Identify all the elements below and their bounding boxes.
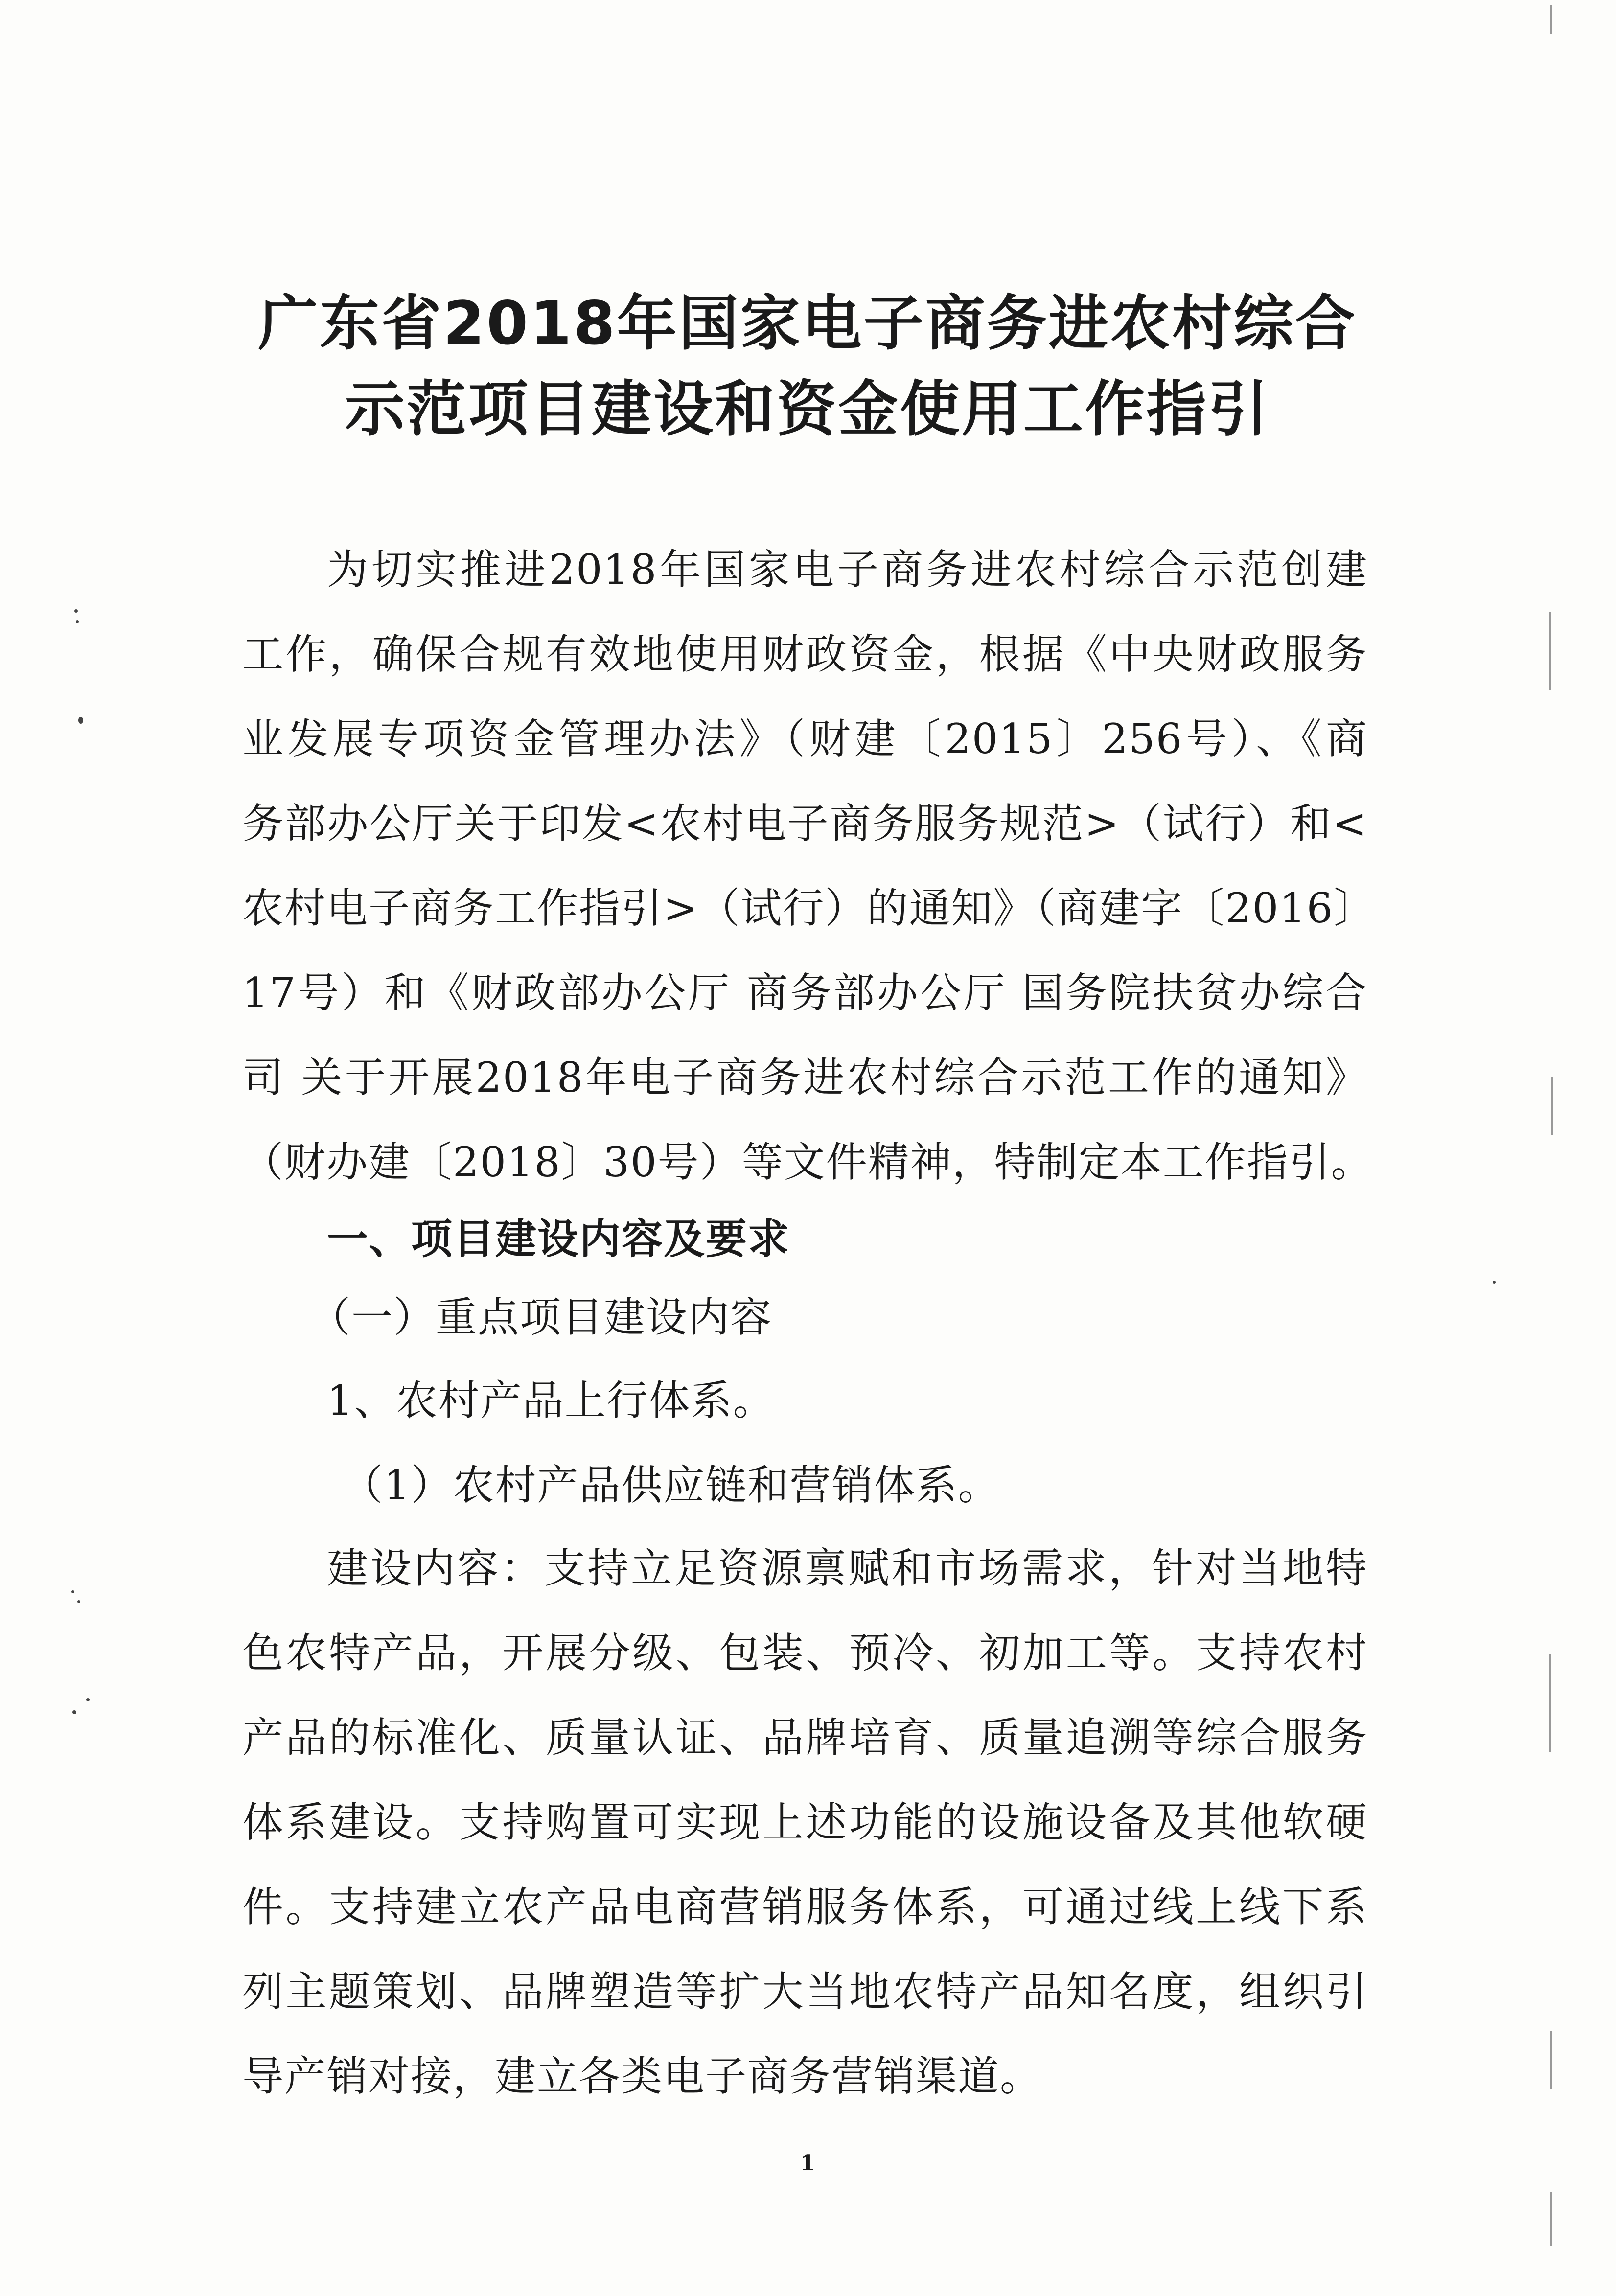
page-number: 1 [800,2151,815,2176]
subsection-heading: （一）重点项目建设内容 [309,1293,773,1341]
sub-item-heading: （1）农村产品供应链和营销体系。 [342,1461,1000,1509]
intro-line-2: 工作，确保合规有效地使用财政资金，根据《中央财政服务 [242,630,1368,678]
content-line-4: 体系建设。支持购置可实现上述功能的设施设备及其他软硬 [242,1798,1368,1846]
content-line-7: 导产销对接，建立各类电子商务营销渠道。 [242,2052,1042,2100]
scan-edge-mark [1549,1654,1551,1752]
scan-speck [78,717,83,724]
intro-line-4: 务部办公厅关于印发<农村电子商务服务规范>（试行）和< [242,800,1368,848]
document-title-line-1: 广东省2018年国家电子商务进农村综合 [258,289,1357,358]
scan-speck [77,1600,80,1603]
content-line-1: 建设内容：支持立足资源禀赋和市场需求，针对当地特 [327,1544,1368,1592]
scan-speck [86,1698,90,1701]
intro-line-3: 业发展专项资金管理办法》（财建〔2015〕256号）、《商 [242,715,1368,763]
intro-line-7: 司 关于开展2018年电子商务进农村综合示范工作的通知》 [242,1054,1368,1102]
scan-speck [1493,1281,1496,1284]
scan-edge-mark [1550,2031,1552,2089]
intro-line-5: 农村电子商务工作指引>（试行）的通知》（商建字〔2016〕 [242,884,1376,932]
scan-speck [71,1590,74,1593]
intro-line-6: 17号）和《财政部办公厅 商务部办公厅 国务院扶贫办综合 [242,969,1368,1017]
scan-speck [76,620,79,623]
content-line-5: 件。支持建立农产品电商营销服务体系，可通过线上线下系 [242,1883,1368,1931]
scan-edge-mark [1550,2192,1552,2246]
item-heading: 1、农村产品上行体系。 [327,1377,775,1424]
intro-line-1: 为切实推进2018年国家电子商务进农村综合示范创建 [327,546,1368,594]
scan-edge-mark [1549,612,1551,690]
scan-speck [72,1710,76,1714]
content-line-3: 产品的标准化、质量认证、品牌培育、质量追溯等综合服务 [242,1714,1368,1762]
document-title-line-2: 示范项目建设和资金使用工作指引 [345,374,1270,444]
scan-edge-mark [1551,1077,1553,1135]
section-heading: 一、项目建设内容及要求 [327,1215,790,1263]
scan-speck [74,609,78,613]
intro-line-8: （财办建〔2018〕30号）等文件精神，特制定本工作指引。 [242,1138,1373,1186]
content-line-6: 列主题策划、品牌塑造等扩大当地农特产品知名度，组织引 [242,1968,1368,2016]
content-line-2: 色农特产品，开展分级、包装、预冷、初加工等。支持农村 [242,1629,1368,1677]
scan-edge-mark [1550,5,1552,34]
